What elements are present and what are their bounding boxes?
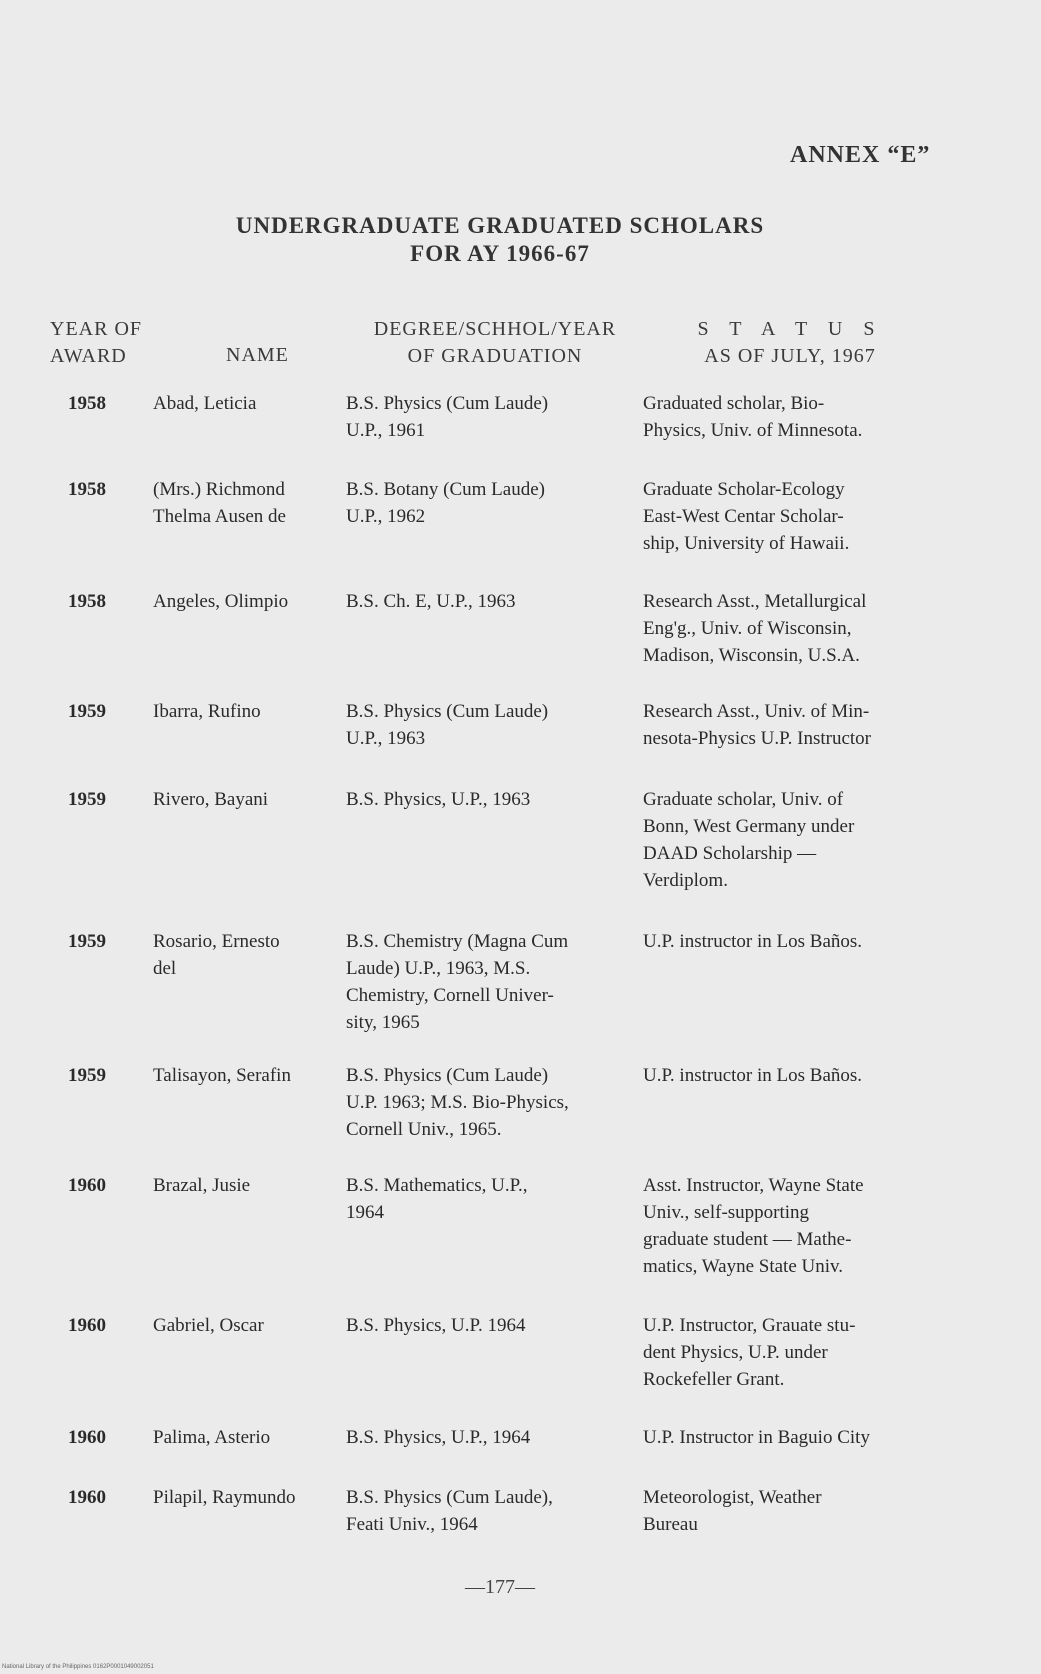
status-cell-line: Eng'g., Univ. of Wisconsin, <box>643 618 852 639</box>
status-cell-line: East-West Centar Scholar- <box>643 506 844 527</box>
status-cell-line: Physics, Univ. of Minnesota. <box>643 420 863 441</box>
name-cell <box>153 1062 338 1089</box>
status-cell-line: Graduate Scholar-Ecology <box>643 479 845 500</box>
year-cell: 1960 <box>68 1315 106 1336</box>
name-cell-line: Brazal, Jusie <box>153 1175 251 1196</box>
degree-cell <box>346 390 646 444</box>
name-cell-line: Gabriel, Oscar <box>153 1315 264 1336</box>
status-cell-line: nesota-Physics U.P. Instructor <box>643 728 871 749</box>
name-cell-line: Pilapil, Raymundo <box>153 1487 296 1508</box>
degree-cell-line: B.S. Physics (Cum Laude) <box>346 701 549 722</box>
status-cell-line: U.P. Instructor, Grauate stu- <box>643 1315 856 1336</box>
degree-cell <box>346 476 646 530</box>
degree-cell-line: B.S. Physics (Cum Laude) <box>346 393 549 414</box>
year-cell: 1960 <box>68 1175 106 1196</box>
header-degree-line-1: DEGREE/SCHHOL/YEAR <box>373 318 617 340</box>
degree-cell-line: Laude) U.P., 1963, M.S. <box>346 958 531 979</box>
name-cell <box>153 390 338 417</box>
degree-cell-line: U.P. 1963; M.S. Bio-Physics, <box>346 1092 569 1113</box>
status-cell <box>643 928 943 955</box>
degree-cell-line: Chemistry, Cornell Univer- <box>346 985 554 1006</box>
name-cell-line: Rosario, Ernesto <box>153 931 280 952</box>
status-cell <box>643 1484 943 1538</box>
degree-cell-line: B.S. Physics, U.P., 1964 <box>346 1427 531 1448</box>
header-name: NAME <box>226 344 289 366</box>
name-cell-line: Thelma Ausen de <box>153 506 286 527</box>
page-title <box>0 212 1000 268</box>
degree-cell <box>346 786 646 813</box>
name-cell-line: del <box>153 958 177 979</box>
status-cell-line: Graduate scholar, Univ. of <box>643 789 844 810</box>
header-status <box>640 316 940 370</box>
degree-cell-line: U.P., 1961 <box>346 420 426 441</box>
status-cell <box>643 1062 943 1089</box>
year-cell: 1960 <box>68 1487 106 1508</box>
status-cell <box>643 1172 943 1280</box>
degree-cell <box>346 1424 646 1451</box>
status-cell-line: Research Asst., Univ. of Min- <box>643 701 870 722</box>
name-cell-line: Angeles, Olimpio <box>153 591 289 612</box>
status-cell <box>643 786 943 894</box>
status-cell-line: dent Physics, U.P. under <box>643 1342 828 1363</box>
name-cell <box>153 786 338 813</box>
page-number: —177— <box>465 1576 535 1598</box>
degree-cell-line: sity, 1965 <box>346 1012 420 1033</box>
degree-cell <box>346 1312 646 1339</box>
status-cell-line: DAAD Scholarship — <box>643 843 817 864</box>
year-cell: 1958 <box>68 393 106 414</box>
status-cell-line: graduate student — Mathe- <box>643 1229 852 1250</box>
degree-cell-line: Feati Univ., 1964 <box>346 1514 478 1535</box>
header-year <box>50 316 142 370</box>
name-cell-line: (Mrs.) Richmond <box>153 479 285 500</box>
degree-cell <box>346 1062 646 1143</box>
title-line-2: FOR AY 1966-67 <box>410 241 590 266</box>
status-cell-line: Madison, Wisconsin, U.S.A. <box>643 645 860 666</box>
title-line-1: UNDERGRADUATE GRADUATED SCHOLARS <box>235 213 765 238</box>
name-cell <box>153 1424 338 1451</box>
year-cell: 1958 <box>68 479 106 500</box>
year-cell: 1959 <box>68 1065 106 1086</box>
degree-cell-line: B.S. Physics, U.P. 1964 <box>346 1315 526 1336</box>
degree-cell <box>346 588 646 615</box>
name-cell-line: Palima, Asterio <box>153 1427 271 1448</box>
degree-cell-line: U.P., 1963 <box>346 728 426 749</box>
degree-cell <box>346 928 646 1036</box>
name-cell <box>153 588 338 615</box>
year-cell: 1959 <box>68 931 106 952</box>
header-status-line-1: S T A T U S <box>697 318 883 340</box>
header-degree-line-2: OF GRADUATION <box>407 345 583 367</box>
degree-cell-line: B.S. Physics, U.P., 1963 <box>346 789 531 810</box>
status-cell-line: matics, Wayne State Univ. <box>643 1256 844 1277</box>
degree-cell-line: B.S. Physics (Cum Laude), <box>346 1487 553 1508</box>
status-cell <box>643 698 943 752</box>
header-year-line-1: YEAR OF <box>50 318 143 340</box>
name-cell-line: Talisayon, Serafin <box>153 1065 291 1086</box>
degree-cell-line: Cornell Univ., 1965. <box>346 1119 502 1140</box>
footer-text: National Library of the Philippines 0162P0001049002051 <box>2 1664 154 1670</box>
status-cell-line: Graduated scholar, Bio- <box>643 393 825 414</box>
status-cell-line: Verdiplom. <box>643 870 728 891</box>
year-cell: 1959 <box>68 789 106 810</box>
degree-cell <box>346 698 646 752</box>
name-cell-line: Abad, Leticia <box>153 393 257 414</box>
status-cell-line: Meteorologist, Weather <box>643 1487 822 1508</box>
status-cell-line: Rockefeller Grant. <box>643 1369 785 1390</box>
name-cell <box>153 476 338 530</box>
name-cell <box>153 928 338 982</box>
status-cell-line: Bonn, West Germany under <box>643 816 855 837</box>
degree-cell-line: B.S. Chemistry (Magna Cum <box>346 931 569 952</box>
status-cell <box>643 588 943 669</box>
degree-cell-line: B.S. Physics (Cum Laude) <box>346 1065 549 1086</box>
header-degree <box>350 316 640 370</box>
year-cell: 1960 <box>68 1427 106 1448</box>
status-cell-line: Research Asst., Metallurgical <box>643 591 867 612</box>
status-cell-line: ship, University of Hawaii. <box>643 533 850 554</box>
degree-cell-line: 1964 <box>346 1202 384 1223</box>
status-cell <box>643 1312 943 1393</box>
degree-cell <box>346 1172 646 1226</box>
degree-cell-line: B.S. Mathematics, U.P., <box>346 1175 528 1196</box>
status-cell-line: U.P. instructor in Los Baños. <box>643 1065 863 1086</box>
header-year-line-2: AWARD <box>50 345 127 367</box>
degree-cell-line: B.S. Botany (Cum Laude) <box>346 479 545 500</box>
degree-cell-line: U.P., 1962 <box>346 506 426 527</box>
name-cell <box>153 1312 338 1339</box>
degree-cell <box>346 1484 646 1538</box>
header-status-line-2: AS OF JULY, 1967 <box>704 345 876 367</box>
status-cell <box>643 1424 943 1451</box>
status-cell <box>643 390 943 444</box>
degree-cell-line: B.S. Ch. E, U.P., 1963 <box>346 591 516 612</box>
status-cell-line: Univ., self-supporting <box>643 1202 810 1223</box>
status-cell-line: U.P. Instructor in Baguio City <box>643 1427 870 1448</box>
year-cell: 1958 <box>68 591 106 612</box>
status-cell-line: Asst. Instructor, Wayne State <box>643 1175 864 1196</box>
name-cell-line: Ibarra, Rufino <box>153 701 261 722</box>
name-cell <box>153 1172 338 1199</box>
status-cell-line: U.P. instructor in Los Baños. <box>643 931 863 952</box>
name-cell <box>153 698 338 725</box>
name-cell <box>153 1484 338 1511</box>
annex-label: ANNEX “E” <box>790 142 931 168</box>
year-cell: 1959 <box>68 701 106 722</box>
status-cell-line: Bureau <box>643 1514 698 1535</box>
name-cell-line: Rivero, Bayani <box>153 789 269 810</box>
status-cell <box>643 476 943 557</box>
